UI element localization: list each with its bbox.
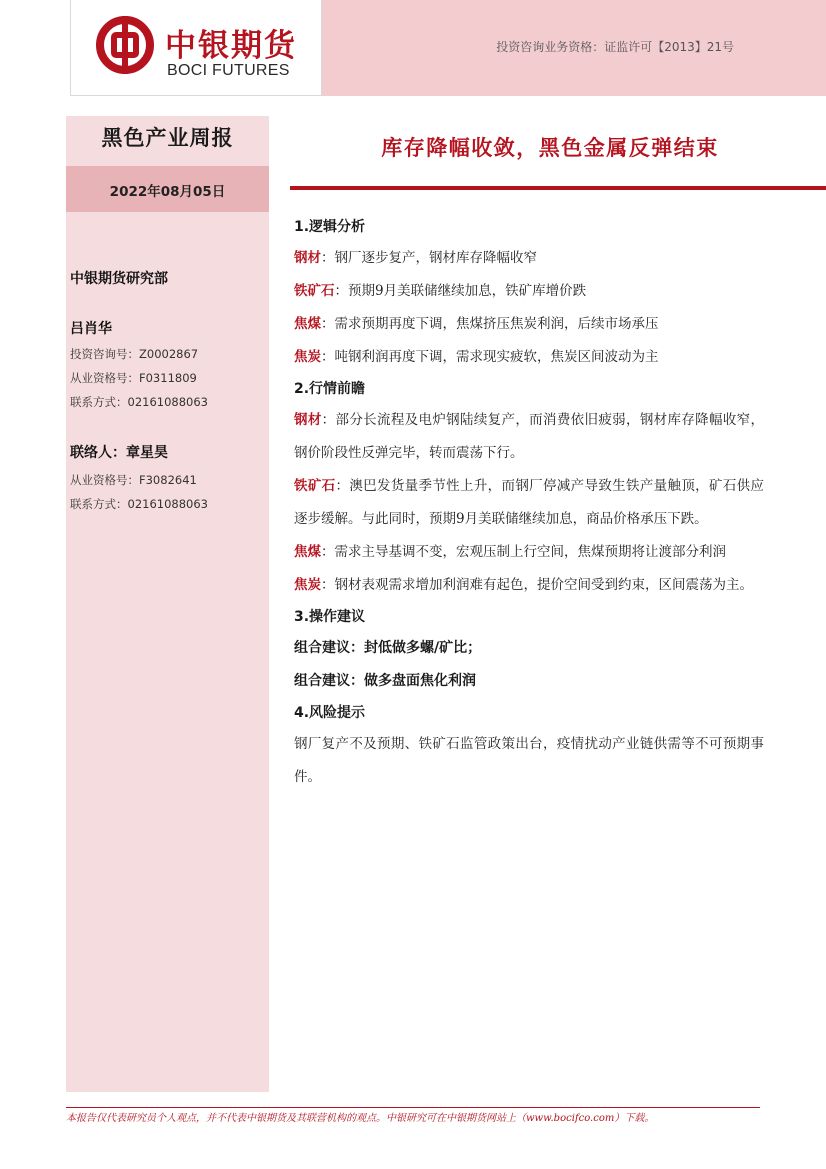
contact-name: 联络人：章星昊 [70, 445, 168, 461]
report-type: 黑色产业周报 [101, 126, 234, 150]
logic-item [294, 341, 764, 374]
footer-divider [66, 1107, 760, 1108]
boc-logo-icon [95, 15, 155, 75]
outlook-item [294, 470, 764, 536]
item-tag: 焦炭 [294, 577, 321, 593]
license-text: 投资咨询业务资格：证监许可【2013】21号 [496, 40, 734, 54]
item-tag: 铁矿石 [294, 478, 336, 494]
logic-item [294, 275, 764, 308]
item-text: ：部分长流程及电炉钢陆续复产，而消费依旧疲弱，钢材库存降幅收窄，钢价阶段性反弹完毕，转而震荡下行。 [294, 412, 765, 461]
contact-practice-no: 从业资格号：F3082641 [70, 473, 197, 487]
item-text: ：需求主导基调不变，宏观压制上行空间，焦煤预期将让渡部分利润 [321, 544, 726, 560]
section-heading: 3.操作建议 [294, 609, 366, 625]
analyst-phone: 联系方式：02161088063 [70, 395, 208, 409]
item-text: ：需求预期再度下调，焦煤挤压焦炭利润，后续市场承压 [321, 316, 659, 332]
sidebar [66, 116, 269, 1092]
logo-english: BOCI FUTURES [167, 62, 290, 79]
title-divider [290, 186, 826, 190]
item-text: ：钢厂逐步复产，钢材库存降幅收窄 [321, 250, 537, 266]
report-body [294, 212, 764, 794]
logic-item [294, 242, 764, 275]
item-tag: 焦煤 [294, 544, 321, 560]
section-heading: 1.逻辑分析 [294, 219, 366, 235]
disclaimer: 本报告仅代表研究员个人观点，并不代表中银期货及其联营机构的观点。中银研究可在中银期货网站上（www.bocifco.com）下载。 [66, 1113, 655, 1124]
logo-chinese: 中银期货 [165, 28, 297, 64]
item-text: ：预期9月美联储继续加息，铁矿库增价跌 [334, 283, 587, 299]
report-date: 2022年08月05日 [109, 184, 226, 200]
analyst-practice-no: 从业资格号：F0311809 [70, 371, 197, 385]
section-heading: 2.行情前瞻 [294, 381, 366, 397]
advice-line: 组合建议：做多盘面焦化利润 [294, 673, 476, 689]
department: 中银期货研究部 [70, 271, 168, 287]
item-tag: 钢材 [294, 412, 322, 428]
item-text: ：澳巴发货量季节性上升，而钢厂停减产导致生铁产量触顶，矿石供应逐步缓解。与此同时，预期9月美联储继续加息，商品价格承压下跌。 [294, 478, 764, 527]
item-tag: 焦炭 [294, 349, 321, 365]
outlook-item [294, 536, 764, 569]
risk-text: 钢厂复产不及预期、铁矿石监管政策出台，疫情扰动产业链供需等不可预期事件。 [294, 736, 764, 785]
item-tag: 焦煤 [294, 316, 321, 332]
outlook-item [294, 404, 764, 470]
item-text: ：钢材表观需求增加利润难有起色，提价空间受到约束，区间震荡为主。 [321, 577, 753, 593]
advice-line: 组合建议：封低做多螺/矿比； [294, 640, 482, 656]
item-text: ：吨钢利润再度下调，需求现实疲软，焦炭区间波动为主 [321, 349, 659, 365]
analyst-consult-no: 投资咨询号：Z0002867 [70, 347, 199, 361]
logic-item [294, 308, 764, 341]
item-tag: 铁矿石 [294, 283, 335, 299]
analyst-name: 吕肖华 [70, 321, 112, 337]
item-tag: 钢材 [294, 250, 321, 266]
outlook-item [294, 569, 764, 602]
section-heading: 4.风险提示 [294, 705, 366, 721]
contact-phone: 联系方式：02161088063 [70, 497, 208, 511]
report-title: 库存降幅收敛，黑色金属反弹结束 [381, 136, 719, 160]
